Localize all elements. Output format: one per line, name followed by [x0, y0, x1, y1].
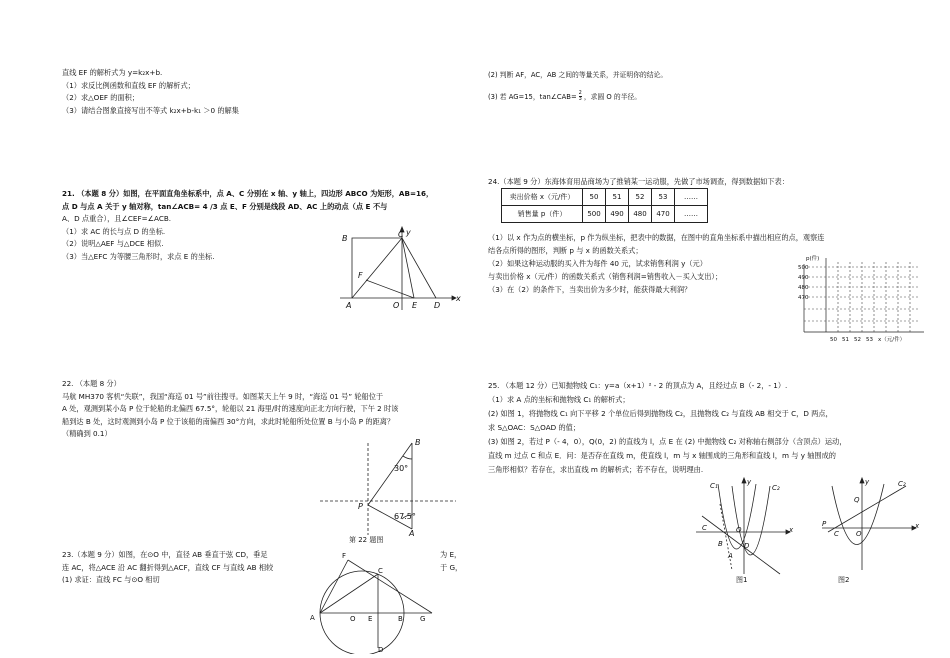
- text-line: 25. （本题 12 分）已知抛物线 C₁：y=a（x+1）² - 2 的顶点为 A，且经过点 B（- 2，- 1）.: [488, 381, 788, 390]
- angle-30: 30°: [394, 464, 409, 473]
- text-line: (1) 求证：直线 FC 与⊙O 相切: [62, 575, 160, 584]
- label-O: O: [856, 530, 862, 538]
- text-line: 23.（本题 9 分）如图，在⊙O 中，直径 AB 垂直于弦 CD，垂足: [62, 550, 268, 559]
- x-tick: 53: [866, 337, 873, 343]
- y-tick: 490: [798, 275, 809, 281]
- table-cell: ……: [675, 189, 708, 206]
- label-C1: C₁: [710, 482, 718, 490]
- label-A: A: [728, 552, 733, 560]
- label-Q: Q: [854, 496, 860, 504]
- table-cell: 51: [606, 189, 629, 206]
- graph-x-label: x（元/件）: [878, 337, 906, 343]
- label-B: B: [342, 234, 348, 243]
- text-line: A 处，观测到某小岛 P 位于轮船的北偏西 67.5°，轮船以 21 海里/时的速度向正北方向行驶，下午 2 时该: [62, 404, 399, 413]
- label-x: x: [789, 526, 794, 534]
- table-cell: 470: [652, 206, 675, 223]
- label-D: D: [434, 301, 441, 310]
- text-line: (2) 如图 1，将抛物线 C₁ 向下平移 2 个单位后得到抛物线 C₂，且抛物线 C₂ 与直线 AB 相交于 C，D 两点，: [488, 409, 833, 418]
- text-line: （1）求 A 点的坐标和抛物线 C₁ 的解析式；: [488, 395, 630, 404]
- right-top-block: [488, 69, 667, 103]
- y-tick: 470: [798, 295, 809, 301]
- table-row: [502, 189, 708, 206]
- text-line: 船到达 B 处，这时观测到小岛 P 位于该船的南偏西 30°方向，求此时轮船所处位置 B 与小岛 P 的距离？: [62, 416, 395, 426]
- text-line: 结各点所得的图形，判断 p 与 x 的函数关系式；: [488, 246, 643, 255]
- question-25: [488, 379, 846, 477]
- q23-figure: [308, 548, 440, 654]
- label-y: y: [747, 478, 752, 486]
- label-O: O: [393, 301, 400, 310]
- label-D: D: [744, 542, 750, 550]
- table-header-cell: 销售量 p（件）: [502, 206, 583, 223]
- label-E: E: [368, 615, 373, 623]
- question-24-intro: [488, 176, 789, 189]
- text-line: 于 G，: [440, 562, 463, 572]
- table-cell: 52: [629, 189, 652, 206]
- label-O: O: [350, 615, 356, 623]
- angle-67-5: 67.5°: [394, 512, 416, 521]
- table-cell: 500: [583, 206, 606, 223]
- table-cell: 480: [629, 206, 652, 223]
- label-F: F: [358, 271, 363, 280]
- label-y: y: [865, 478, 870, 486]
- graph-y-label: p(件): [806, 256, 820, 262]
- price-sales-table: [501, 188, 708, 223]
- text-line: 22. （本题 8 分）: [62, 379, 121, 388]
- text-line: 马航 MH370 客机“失联”，我国“海巡 01 号”前往搜寻。如图某天上午 9 时，“海巡 01 号” 轮船位于: [62, 391, 384, 401]
- text-line: 点 D 与点 A 关于 y 轴对称，tan∠ACB= 4 /3 点 E、F 分别是线段 AD、AC 上的动点（点 E 不与: [62, 201, 388, 211]
- q25-figure-1: [692, 474, 796, 584]
- text-line: 为 E，: [440, 550, 462, 559]
- text-line: 21. （本题 8 分）如图，在平面直角坐标系中，点 A、C 分别在 x 轴、y 轴上，四边形 ABCO 为矩形，AB=16，: [62, 189, 434, 198]
- text-line: （精确到 0.1）: [62, 429, 112, 438]
- label-C: C: [834, 530, 839, 538]
- label-C2: C₂: [772, 484, 780, 492]
- question-24-body: [488, 231, 825, 296]
- label-A: A: [310, 614, 315, 622]
- label-x: x: [456, 294, 461, 303]
- text-line: 直线 m 过点 C 和点 E．问：是否存在直线 m，使直线 l，m 与 x 轴围成的三角形和直线 l，m 与 y 轴围成的: [488, 451, 836, 460]
- label-x: x: [915, 522, 920, 530]
- text-line: （1）以 x 作为点的横坐标，p 作为纵坐标，把表中的数据，在图中的直角坐标系中描出相应的点，观察连: [488, 233, 825, 242]
- label-C: C: [378, 567, 383, 575]
- table-cell: ……: [675, 206, 708, 223]
- question-23: [62, 549, 273, 587]
- label-B: B: [398, 615, 403, 623]
- label-O: O: [736, 526, 742, 534]
- text-line: （3）在（2）的条件下，当卖出价为多少时，能获得最大利润？: [488, 285, 692, 294]
- label-A: A: [346, 301, 352, 310]
- label-C: C: [398, 230, 404, 239]
- label-B: B: [718, 540, 723, 548]
- q24-graph: [798, 252, 930, 344]
- label-G: G: [420, 615, 426, 623]
- q21-figure: [336, 226, 464, 316]
- text-line: (2) 判断 AF，AC，AB 之间的等量关系，并证明你的结论。: [488, 71, 668, 79]
- x-tick: 52: [854, 337, 861, 343]
- label-P: P: [358, 502, 363, 511]
- label-B: B: [415, 438, 421, 447]
- text-line: （2）求△OEF 的面积；: [62, 93, 140, 102]
- text-line: （2）说明△AEF 与△DCE 相似.: [62, 239, 164, 248]
- text-line: 三角形相似？若存在，求出直线 m 的解析式；若不存在，说明理由.: [488, 465, 704, 474]
- label-C: C: [702, 524, 707, 532]
- text-line: （1）求反比例函数和直线 EF 的解析式；: [62, 80, 195, 90]
- label-C2: C₂: [898, 480, 906, 488]
- table-cell: 50: [583, 189, 606, 206]
- text-line: （1）求 AC 的长与点 D 的坐标.: [62, 226, 166, 236]
- text-line: (3) 如图 2，若过 P（- 4，0），Q(0，2) 的直线为 l，点 E 在 (2) 中抛物线 C₂ 对称轴右侧部分（含顶点）运动，: [488, 437, 847, 446]
- question-22: [62, 378, 398, 441]
- y-tick: 480: [798, 285, 809, 291]
- q22-caption: 第 22 题图: [349, 536, 384, 544]
- text-line: A、D 点重合），且∠CEF=∠ACB.: [62, 214, 172, 223]
- label-F: F: [342, 552, 347, 560]
- text-line: （2）如果这种运动服的买入件为每件 40 元，试求销售利润 y（元）: [488, 259, 707, 268]
- fig2-caption: 图2: [838, 576, 850, 584]
- x-tick: 51: [842, 337, 849, 343]
- table-cell: 490: [606, 206, 629, 223]
- y-tick: 500: [798, 265, 809, 271]
- text-line: 24.（本题 9 分）东海体育用品商场为了推销某一运动服，先做了市场调查，得到数据如下表：: [488, 177, 789, 186]
- text-line: 连 AC，将△ACE 沿 AC 翻折得到△ACF，直线 CF 与直线 AB 相较: [62, 562, 274, 572]
- fig1-caption: 图1: [736, 576, 748, 584]
- left-top-block: [62, 67, 239, 117]
- label-D: D: [378, 646, 384, 654]
- text-line: （3）请结合图象直接写出不等式 k₂x+b-k₁ ＞0 的解集: [62, 105, 239, 115]
- label-A: A: [409, 529, 415, 538]
- label-E: E: [412, 301, 418, 310]
- text-line: (3) 若 AG=15，tan∠CAB= $\frac{2}{3}$ ，求圆 O 的半径。: [488, 90, 642, 102]
- text-line: （3）当△EFC 为等腰三角形时，求点 E 的坐标.: [62, 251, 215, 261]
- label-y: y: [406, 228, 411, 237]
- table-row: [502, 206, 708, 223]
- q22-figure: [316, 435, 461, 548]
- q25-figure-2: [818, 474, 922, 584]
- label-P: P: [822, 520, 827, 528]
- question-23-tail: [440, 549, 462, 574]
- text-line: 与卖出价格 x（元/件）的函数关系式（销售利润=销售收入－买入支出）；: [488, 272, 723, 281]
- text-line: 直线 EF 的解析式为 y=k₂x+b.: [62, 68, 163, 77]
- text-line: 求 S△OAC：S△OAD 的值；: [488, 423, 581, 432]
- table-header-cell: 卖出价格 x（元/件）: [502, 189, 583, 206]
- x-tick: 50: [830, 337, 837, 343]
- table-cell: 53: [652, 189, 675, 206]
